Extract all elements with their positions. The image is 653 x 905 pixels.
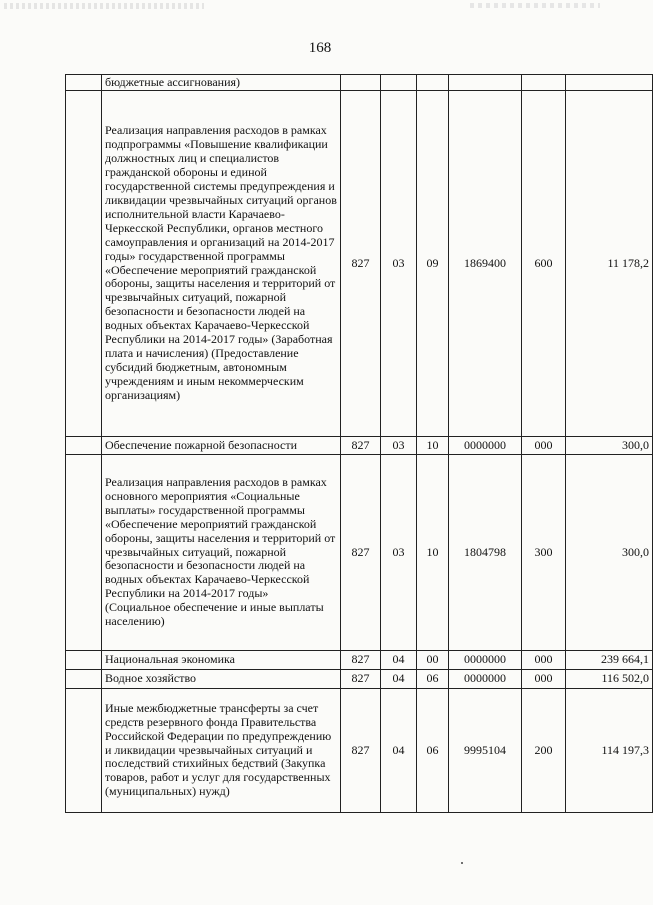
page-number: 168 bbox=[308, 40, 332, 56]
cell-sum: 11 178,2 bbox=[566, 91, 653, 437]
cell-pr: 10 bbox=[417, 455, 449, 651]
cell-csr: 0000000 bbox=[449, 651, 522, 670]
table-row bbox=[66, 75, 653, 91]
cell-ved: 827 bbox=[341, 670, 381, 689]
cell-ved: 827 bbox=[341, 437, 381, 455]
cell-name: Реализация направления расходов в рамках подпрограммы «Повышение квалификации должностных лиц и специалистов гражданской обороны и единой государственной системы предупреждения и ликвидации чрезвычайных ситуаций органов исполнительной власти Карачаево-Черкесской Республики, органов местного самоуправления и организаций на 2014-2017 годы» государственной программы «Обеспечение мероприятий гражданской обороны, защиты населения и территорий от чрезвычайных ситуаций, пожарной безопасности и безопасности людей на водных объектах Карачаево-Черкесской Республики на 2014-2017 годы» (Заработная плата и начисления) (Предоставление субсидий бюджетным, автономным учреждениям и иным некоммерческим организациям) bbox=[102, 91, 341, 437]
scan-artifact bbox=[470, 3, 600, 8]
cell-csr: 0000000 bbox=[449, 437, 522, 455]
cell-name: Иные межбюджетные трансферты за счет средств резервного фонда Правительства Российской Федерации по предупреждению и ликвидации чрезвычайных ситуаций и последствий стихийных бедствий (Закупка товаров, работ и услуг для государственных (муниципальных) нужд) bbox=[102, 689, 341, 813]
budget-table-body bbox=[66, 75, 653, 813]
cell-name: Обеспечение пожарной безопасности bbox=[102, 437, 341, 455]
cell-number bbox=[66, 437, 102, 455]
scan-dot bbox=[461, 862, 463, 864]
table-row bbox=[66, 651, 653, 670]
cell-vr: 000 bbox=[522, 437, 566, 455]
cell-pr: 06 bbox=[417, 670, 449, 689]
cell-name: Реализация направления расходов в рамках основного мероприятия «Социальные выплаты» государственной программы «Обеспечение мероприятий гражданской обороны, защиты населения и территорий от чрезвычайных ситуаций, пожарной безопасности и безопасности людей на водных объектах Карачаево-Черкесской Республики на 2014-2017 годы» (Социальное обеспечение и иные выплаты населению) bbox=[102, 455, 341, 651]
table-row bbox=[66, 670, 653, 689]
cell-rz: 03 bbox=[381, 91, 417, 437]
cell-number bbox=[66, 689, 102, 813]
cell-name: Национальная экономика bbox=[102, 651, 341, 670]
cell-number bbox=[66, 455, 102, 651]
cell-name: Водное хозяйство bbox=[102, 670, 341, 689]
cell-rz: 04 bbox=[381, 670, 417, 689]
cell-csr: 0000000 bbox=[449, 670, 522, 689]
cell-rz: 04 bbox=[381, 651, 417, 670]
cell-csr: 1869400 bbox=[449, 91, 522, 437]
cell-csr bbox=[449, 75, 522, 91]
cell-rz: 04 bbox=[381, 689, 417, 813]
cell-vr bbox=[522, 75, 566, 91]
cell-number bbox=[66, 75, 102, 91]
cell-vr: 600 bbox=[522, 91, 566, 437]
cell-name: бюджетные ассигнования) bbox=[102, 75, 341, 91]
table-row bbox=[66, 437, 653, 455]
cell-ved bbox=[341, 75, 381, 91]
cell-number bbox=[66, 670, 102, 689]
cell-csr: 9995104 bbox=[449, 689, 522, 813]
cell-sum: 300,0 bbox=[566, 455, 653, 651]
budget-table bbox=[65, 74, 653, 813]
cell-ved: 827 bbox=[341, 91, 381, 437]
cell-rz: 03 bbox=[381, 455, 417, 651]
cell-pr: 00 bbox=[417, 651, 449, 670]
cell-sum: 116 502,0 bbox=[566, 670, 653, 689]
cell-number bbox=[66, 91, 102, 437]
scan-artifact bbox=[4, 3, 204, 9]
cell-vr: 300 bbox=[522, 455, 566, 651]
table-row bbox=[66, 91, 653, 437]
cell-rz bbox=[381, 75, 417, 91]
cell-ved: 827 bbox=[341, 455, 381, 651]
cell-vr: 000 bbox=[522, 651, 566, 670]
cell-pr: 09 bbox=[417, 91, 449, 437]
cell-sum: 114 197,3 bbox=[566, 689, 653, 813]
cell-sum bbox=[566, 75, 653, 91]
cell-vr: 000 bbox=[522, 670, 566, 689]
cell-sum: 300,0 bbox=[566, 437, 653, 455]
cell-pr bbox=[417, 75, 449, 91]
cell-sum: 239 664,1 bbox=[566, 651, 653, 670]
table-row bbox=[66, 455, 653, 651]
cell-ved: 827 bbox=[341, 689, 381, 813]
cell-vr: 200 bbox=[522, 689, 566, 813]
table-row bbox=[66, 689, 653, 813]
cell-ved: 827 bbox=[341, 651, 381, 670]
cell-pr: 06 bbox=[417, 689, 449, 813]
cell-number bbox=[66, 651, 102, 670]
cell-pr: 10 bbox=[417, 437, 449, 455]
cell-csr: 1804798 bbox=[449, 455, 522, 651]
cell-rz: 03 bbox=[381, 437, 417, 455]
